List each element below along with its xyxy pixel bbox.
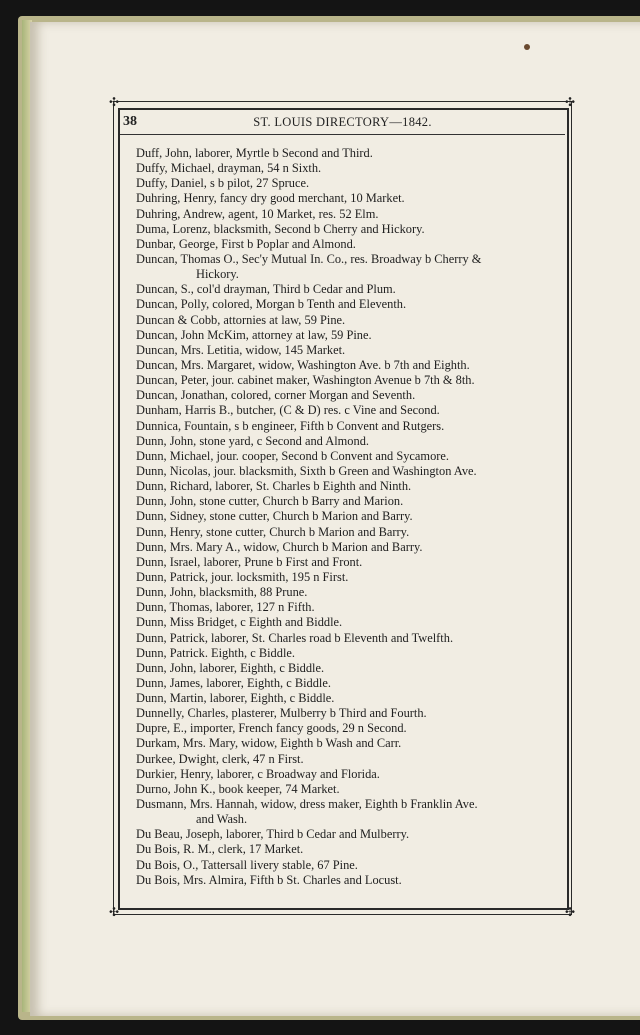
- stain: [524, 44, 530, 50]
- corner-ornament-icon: ✣: [109, 95, 120, 109]
- directory-entry: Duhring, Andrew, agent, 10 Market, res. 52 Elm.: [136, 206, 379, 221]
- directory-entry: Dunn, Richard, laborer, St. Charles b Eighth and Ninth.: [136, 479, 412, 494]
- directory-entry: Duffy, Michael, drayman, 54 n Sixth.: [136, 161, 322, 176]
- directory-entry: Duncan, S., col'd drayman, Third b Cedar and Plum.: [136, 282, 396, 297]
- directory-entry: Duncan, John McKim, attorney at law, 59 Pine.: [136, 327, 372, 342]
- directory-entry: Dunn, Sidney, stone cutter, Church b Marion and Barry.: [136, 509, 413, 524]
- corner-ornament-icon: ✣: [565, 905, 576, 919]
- directory-entry: Dunn, Patrick. Eighth, c Biddle.: [136, 645, 295, 660]
- directory-entry: Dunn, Thomas, laborer, 127 n Fifth.: [136, 600, 315, 615]
- directory-entry: Dunn, Martin, laborer, Eighth, c Biddle.: [136, 691, 335, 706]
- directory-entry: Dunn, John, blacksmith, 88 Prune.: [136, 585, 308, 600]
- directory-entry: Duncan, Mrs. Margaret, widow, Washington Ave. b 7th and Eighth.: [136, 357, 470, 372]
- directory-entry: Duncan, Jonathan, colored, corner Morgan and Seventh.: [136, 388, 416, 403]
- corner-ornament-icon: ✣: [109, 905, 120, 919]
- directory-entry-continuation: Hickory.: [196, 267, 239, 282]
- directory-entry: Dunnelly, Charles, plasterer, Mulberry b Third and Fourth.: [136, 706, 427, 721]
- directory-entry: Duncan, Peter, jour. cabinet maker, Washington Avenue b 7th & 8th.: [136, 373, 475, 388]
- directory-entry: Dunham, Harris B., butcher, (C & D) res. c Vine and Second.: [136, 403, 440, 418]
- directory-entry: Dunn, James, laborer, Eighth, c Biddle.: [136, 675, 331, 690]
- directory-entry: Dusmann, Mrs. Hannah, widow, dress maker, Eighth b Franklin Ave.: [136, 797, 478, 812]
- directory-entry: Dunnica, Fountain, s b engineer, Fifth b Convent and Rutgers.: [136, 418, 445, 433]
- directory-entry: Durkier, Henry, laborer, c Broadway and Florida.: [136, 766, 380, 781]
- directory-entry: Dunn, Israel, laborer, Prune b First and Front.: [136, 554, 363, 569]
- directory-entries: [136, 146, 566, 888]
- directory-entry: Duncan, Mrs. Letitia, widow, 145 Market.: [136, 342, 346, 357]
- directory-entry: Du Bois, O., Tattersall livery stable, 67 Pine.: [136, 857, 358, 872]
- directory-entry: Duhring, Henry, fancy dry good merchant, 10 Market.: [136, 191, 405, 206]
- directory-entry: Dupre, E., importer, French fancy goods, 29 n Second.: [136, 721, 407, 736]
- directory-entry: Dunbar, George, First b Poplar and Almond.: [136, 236, 356, 251]
- running-header: [120, 114, 565, 132]
- header-rule: [120, 134, 565, 135]
- directory-entry: Durno, John K., book keeper, 74 Market.: [136, 781, 340, 796]
- directory-entry-continuation: and Wash.: [196, 812, 248, 827]
- page-number: 38: [123, 114, 137, 129]
- directory-entry: Dunn, Patrick, jour. locksmith, 195 n First.: [136, 569, 349, 584]
- page-title: ST. LOUIS DIRECTORY—1842.: [253, 115, 432, 129]
- directory-entry: Du Bois, Mrs. Almira, Fifth b St. Charles and Locust.: [136, 872, 402, 887]
- directory-entry: Dunn, Patrick, laborer, St. Charles road b Eleventh and Twelfth.: [136, 630, 454, 645]
- directory-entry: Dunn, Nicolas, jour. blacksmith, Sixth b Green and Washington Ave.: [136, 463, 477, 478]
- directory-entry: Dunn, John, stone yard, c Second and Almond.: [136, 433, 369, 448]
- directory-entry: Duncan, Thomas O., Sec'y Mutual In. Co., res. Broadway b Cherry &: [136, 251, 482, 266]
- directory-entry: Du Beau, Joseph, laborer, Third b Cedar and Mulberry.: [136, 827, 410, 842]
- directory-entry: Duncan & Cobb, attornies at law, 59 Pine.: [136, 312, 346, 327]
- corner-ornament-icon: ✣: [565, 95, 576, 109]
- directory-entry: Durkam, Mrs. Mary, widow, Eighth b Wash and Carr.: [136, 736, 402, 751]
- directory-entry: Duffy, Daniel, s b pilot, 27 Spruce.: [136, 176, 310, 191]
- directory-entry: Duff, John, laborer, Myrtle b Second and Third.: [136, 146, 373, 160]
- directory-entry: Dunn, John, stone cutter, Church b Barry and Marion.: [136, 494, 404, 509]
- directory-entry: Dunn, Henry, stone cutter, Church b Marion and Barry.: [136, 524, 410, 539]
- directory-entry: Dunn, Michael, jour. cooper, Second b Convent and Sycamore.: [136, 448, 449, 463]
- directory-entry: Dunn, Mrs. Mary A., widow, Church b Marion and Barry.: [136, 539, 423, 554]
- directory-entry: Durkee, Dwight, clerk, 47 n First.: [136, 751, 304, 766]
- directory-entry: Dunn, John, laborer, Eighth, c Biddle.: [136, 660, 325, 675]
- directory-entry: Duncan, Polly, colored, Morgan b Tenth and Eleventh.: [136, 297, 407, 312]
- directory-entry: Dunn, Miss Bridget, c Eighth and Biddle.: [136, 615, 343, 630]
- directory-entry: Duma, Lorenz, blacksmith, Second b Cherry and Hickory.: [136, 221, 425, 236]
- directory-entry: Du Bois, R. M., clerk, 17 Market.: [136, 842, 304, 857]
